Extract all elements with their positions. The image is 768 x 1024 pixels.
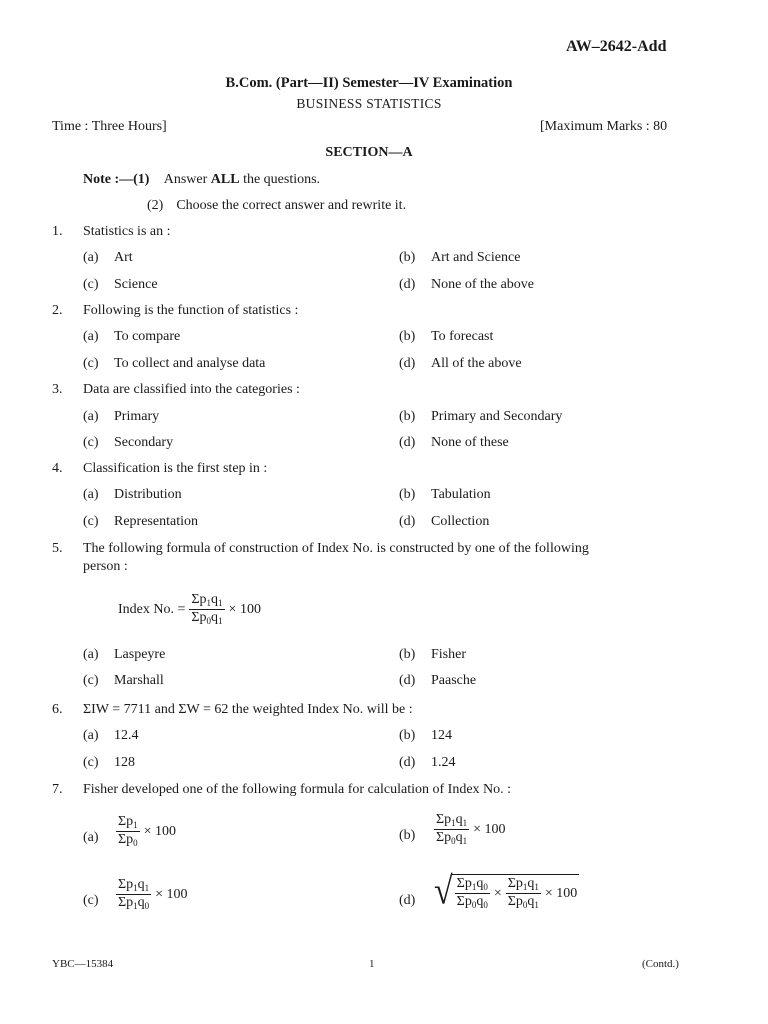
formula-b: $\frac{\Sigma p_1q_1}{\Sigma p_0q_1}$ × 100 [436,812,506,847]
option-text: 128 [114,755,135,770]
option-text: Marshall [114,673,164,688]
option-text: None of the above [431,277,535,292]
note-1-pre: Answer [163,172,211,187]
option-text: To compare [114,329,181,344]
option-label: (a) [83,487,99,502]
option-text: 124 [431,728,452,743]
note-label: Note :—(1) [83,172,150,187]
formula-label: Index No. = [118,601,186,617]
question-text-cont: person : [83,559,128,574]
fraction: $\frac{\Sigma p_1}{\Sigma p_0}$ [118,814,138,849]
option-text: Primary [114,409,160,424]
option-text: Laspeyre [114,647,166,662]
option-label: (c) [83,893,99,908]
option-label: (c) [83,673,99,688]
question-number: 1. [52,224,63,239]
index-formula: Index No. = $\frac{\Sigma p_1q_1}{\Sigma p_0q_1}$ × 100 [118,592,261,627]
option-label: (a) [83,647,99,662]
option-label: (b) [399,487,416,502]
option-label: (d) [399,893,416,908]
option-label: (d) [399,514,416,529]
continued-label: (Contd.) [642,958,679,970]
note-2 [147,198,406,214]
option-text: None of these [431,435,509,450]
question-number: 2. [52,303,63,318]
option-text: Fisher [431,647,466,662]
section-heading: SECTION—A [325,145,413,160]
option-text: 12.4 [114,728,139,743]
option-label: (b) [399,329,416,344]
question-number: 6. [52,702,63,717]
option-text: To collect and analyse data [114,356,266,371]
fraction: $\frac{\Sigma p_1q_1}{\Sigma p_0q_1}$ [436,812,468,847]
question-number: 7. [52,782,63,797]
option-label: (a) [83,329,99,344]
option-label: (c) [83,356,99,371]
option-text: Art [114,250,133,265]
option-text: Tabulation [431,487,491,502]
option-label: (b) [399,828,416,843]
option-text: Representation [114,514,198,529]
option-text: To forecast [431,329,494,344]
option-text: Primary and Secondary [431,409,563,424]
option-text: 1.24 [431,755,456,770]
option-label: (a) [83,830,99,845]
option-label: (b) [399,409,416,424]
fraction: $\frac{\Sigma p_1q_0}{\Sigma p_0q_0}$ [456,876,488,911]
question-number: 4. [52,461,63,476]
option-label: (d) [399,435,416,450]
option-label: (c) [83,755,99,770]
fraction: $\frac{\Sigma p_1q_1}{\Sigma p_0q_1}$ [191,592,223,627]
option-label: (a) [83,409,99,424]
note-1-bold: ALL [210,172,240,187]
max-marks-label: [Maximum Marks : 80 [540,119,668,134]
footer-code: YBC—15384 [52,958,114,970]
option-label: (b) [399,647,416,662]
note-2-text: Choose the correct answer and rewrite it. [176,198,407,213]
question-text: Data are classified into the categories : [83,382,300,397]
option-label: (b) [399,728,416,743]
question-text: ΣIW = 7711 and ΣW = 62 the weighted Index No. will be : [83,702,413,717]
sqrt-icon: √ $\frac{\Sigma p_1q_0}{\Sigma p_0q_0}$ × $\frac{\Sigma p_1q_1}{\Sigma p_0q_1}$ × 100 [434,870,578,914]
fraction: $\frac{\Sigma p_1q_1}{\Sigma p_1q_0}$ [118,877,150,912]
option-label: (a) [83,728,99,743]
question-number: 3. [52,382,63,397]
question-text: Statistics is an : [83,224,171,239]
option-label: (a) [83,250,99,265]
formula-a: $\frac{\Sigma p_1}{\Sigma p_0}$ × 100 [118,814,177,849]
exam-title: B.Com. (Part—II) Semester—IV Examination [225,75,513,91]
option-text: Distribution [114,487,182,502]
option-label: (d) [399,277,416,292]
question-text: Classification is the first step in : [83,461,268,476]
option-text: Art and Science [431,250,521,265]
option-text: Science [114,277,158,292]
option-text: Secondary [114,435,174,450]
option-label: (d) [399,356,416,371]
fraction: $\frac{\Sigma p_1q_1}{\Sigma p_0q_1}$ [507,876,539,911]
formula-d [434,870,579,914]
subject-title: BUSINESS STATISTICS [296,96,442,111]
time-label: Time : Three Hours] [52,119,167,134]
option-label: (d) [399,673,416,688]
option-text: Collection [431,514,490,529]
page-number: 1 [369,958,375,970]
question-number: 5. [52,541,63,556]
option-label: (c) [83,514,99,529]
note-1 [83,172,320,188]
option-label: (d) [399,755,416,770]
formula-c: $\frac{\Sigma p_1q_1}{\Sigma p_1q_0}$ × 100 [118,877,188,912]
note-2-num: (2) [147,198,164,213]
option-label: (b) [399,250,416,265]
note-1-post: the questions. [239,172,321,187]
option-text: All of the above [431,356,522,371]
question-text: Following is the function of statistics : [83,303,299,318]
paper-code: AW–2642-Add [566,38,667,55]
question-text: Fisher developed one of the following formula for calculation of Index No. : [83,782,512,797]
option-text: Paasche [431,673,477,688]
option-label: (c) [83,435,99,450]
option-label: (c) [83,277,99,292]
question-text: The following formula of construction of Index No. is constructed by one of the following [83,541,589,556]
